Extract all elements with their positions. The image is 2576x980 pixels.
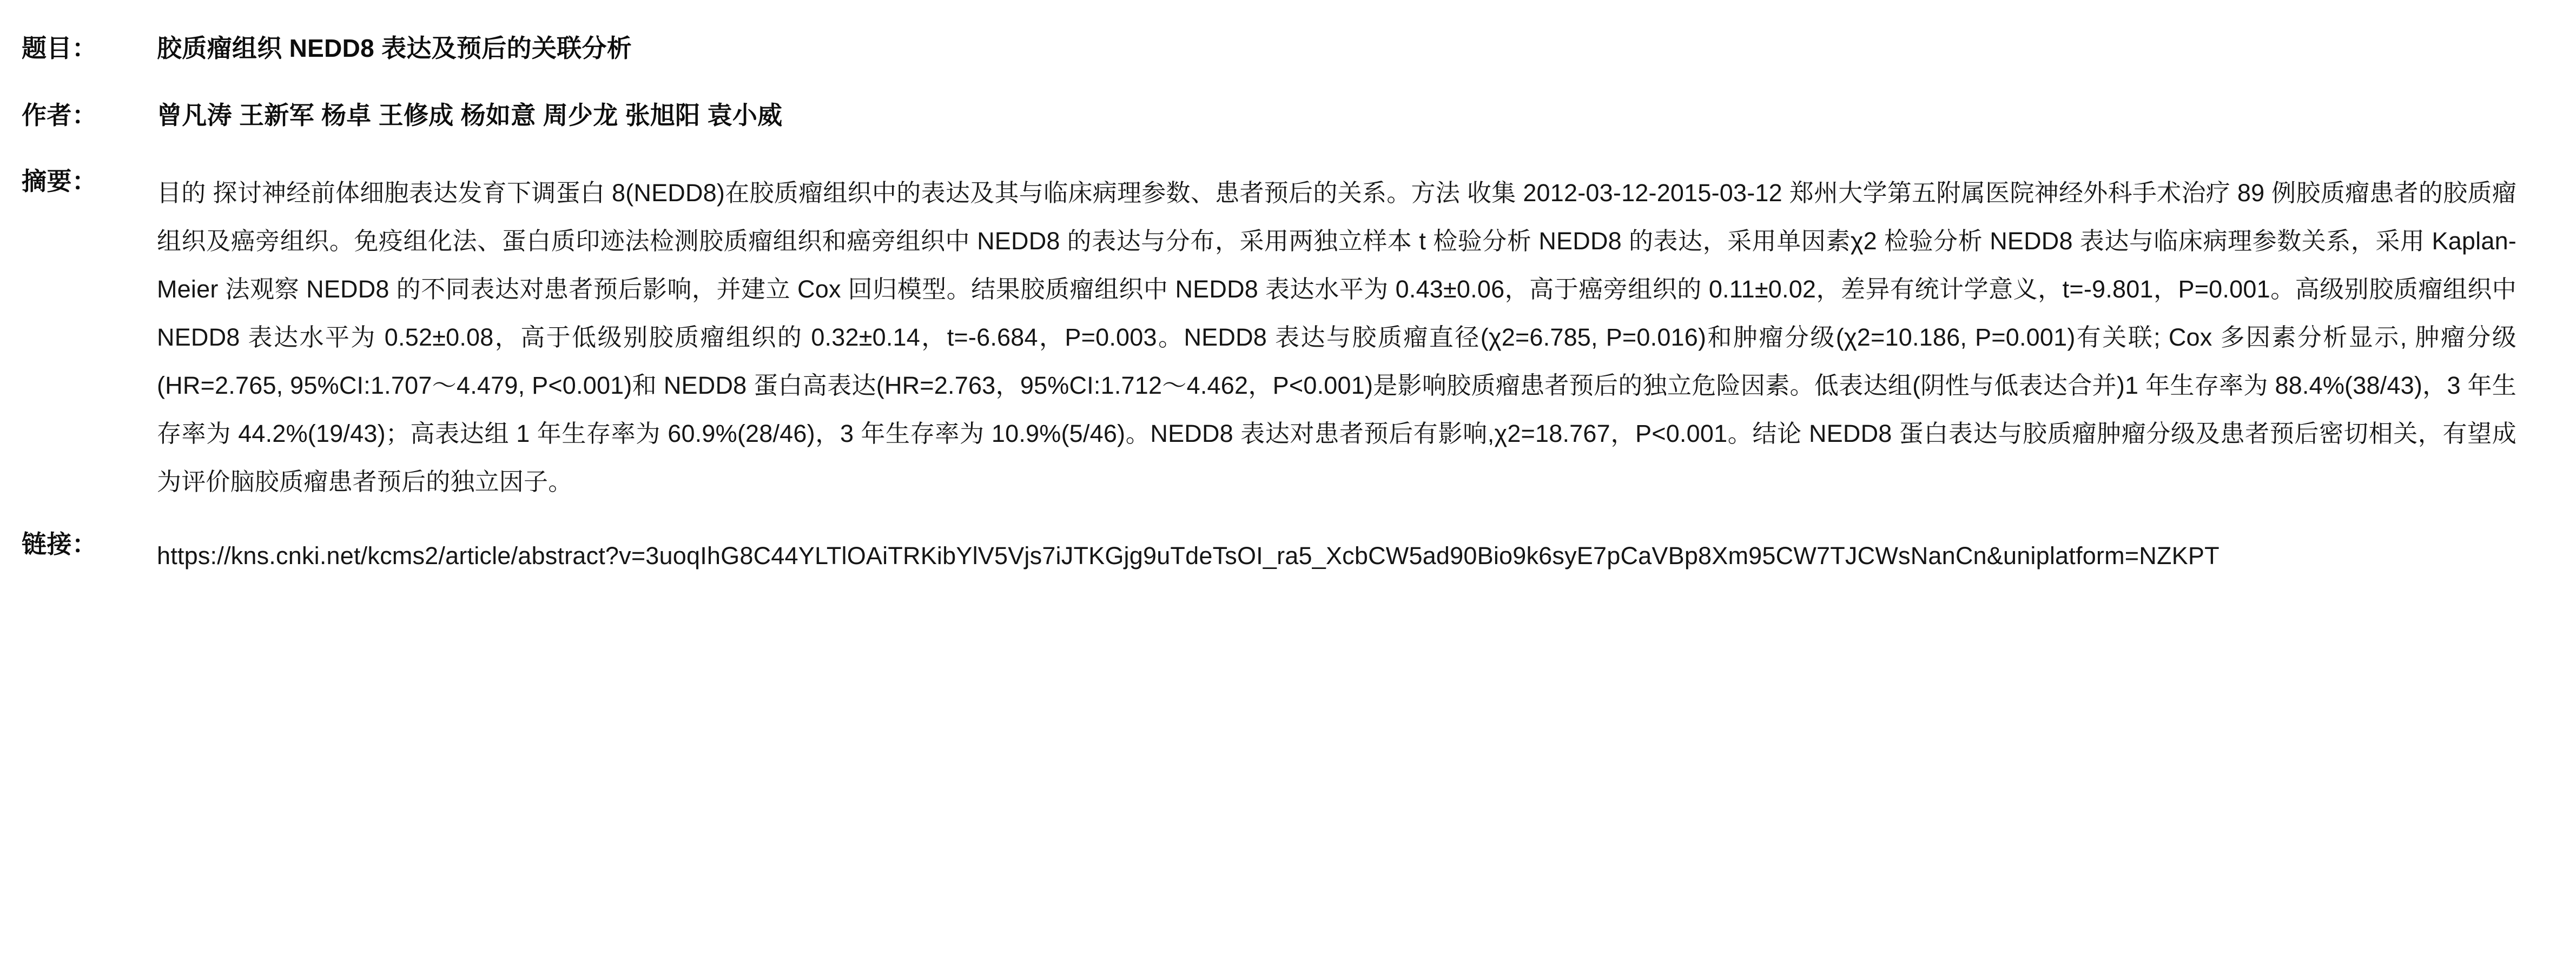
link-label: 链接： (22, 530, 97, 558)
title-label: 题目： (22, 34, 97, 62)
article-title: 胶质瘤组织 NEDD8 表达及预后的关联分析 (157, 34, 632, 62)
article-record (22, 36, 2516, 580)
title-value (157, 36, 2516, 61)
abstract-value (157, 169, 2516, 506)
article-link[interactable]: https://kns.cnki.net/kcms2/article/abstract?v=3uoqIhG8C44YLTlOAiTRKibYlV5Vjs7iJTKGjg9uTdeTsOI_ra5_XcbCW5ad90Bio9k6syE7pCaVBp8Xm95CW7TJCWsNanCn&uniplatform=NZKPT (157, 542, 2220, 570)
title-row (22, 36, 2516, 61)
link-value (157, 532, 2516, 580)
link-row (22, 532, 2516, 580)
abstract-label: 摘要： (22, 167, 97, 195)
authors-row (22, 103, 2516, 128)
article-authors: 曾凡涛 王新军 杨卓 王修成 杨如意 周少龙 张旭阳 袁小威 (157, 101, 783, 129)
article-abstract: 目的 探讨神经前体细胞表达发育下调蛋白 8(NEDD8)在胶质瘤组织中的表达及其与临床病理参数、患者预后的关系。方法 收集 2012-03-12-2015-03-12 郑州大学第五附属医院神经外科手术治疗 89 例胶质瘤患者的胶质瘤组织及癌旁组织。免疫组化法、蛋白质印迹法检测胶质瘤组织和癌旁组织中 NEDD8 的表达与分布，采用两独立样本 t 检验分析 NEDD8 的表达，采用单因素χ2 检验分析 NEDD8 表达与临床病理参数关系，采用 Kaplan-Meier 法观察 NEDD8 的不同表达对患者预后影响，并建立 Cox 回归模型。结果胶质瘤组织中 NEDD8 表达水平为 0.43±0.06，高于癌旁组织的 0.11±0.02，差异有统计学意义，t=-9.801，P=0.001。高级别胶质瘤组织中 NEDD8 表达水平为 0.52±0.08，高于低级别胶质瘤组织的 0.32±0.14，t=-6.684，P=0.003。NEDD8 表达与胶质瘤直径(χ2=6.785, P=0.016)和肿瘤分级(χ2=10.186, P=0.001)有关联; Cox 多因素分析显示, 肿瘤分级(HR=2.765, 95%CI:1.707～4.479, P<0.001)和 NEDD8 蛋白高表达(HR=2.763，95%CI:1.712～4.462，P<0.001)是影响胶质瘤患者预后的独立危险因素。低表达组(阴性与低表达合并)1 年生存率为 88.4%(38/43)，3 年生存率为 44.2%(19/43)；高表达组 1 年生存率为 60.9%(28/46)，3 年生存率为 10.9%(5/46)。NEDD8 表达对患者预后有影响,χ2=18.767，P<0.001。结论 NEDD8 蛋白表达与胶质瘤肿瘤分级及患者预后密切相关，有望成为评价脑胶质瘤患者预后的独立因子。 (157, 179, 2516, 495)
authors-value (157, 103, 2516, 128)
authors-label: 作者： (22, 101, 97, 129)
abstract-row (22, 169, 2516, 506)
